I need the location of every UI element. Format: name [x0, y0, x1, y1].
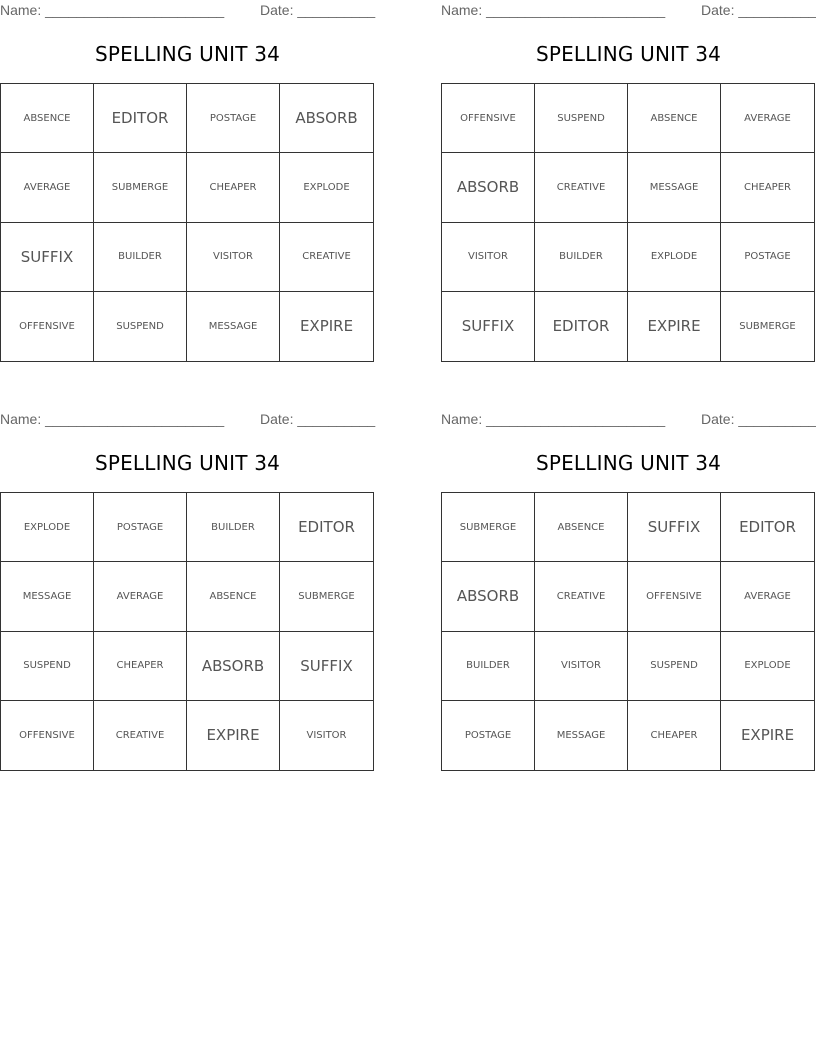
card-title: SPELLING UNIT 34 — [535, 451, 722, 475]
name-field: Name: _______________________ — [441, 411, 666, 427]
bingo-cell: SUSPEND — [535, 84, 628, 153]
bingo-cell: SUSPEND — [628, 632, 721, 701]
bingo-cell: MESSAGE — [535, 701, 628, 770]
name-field: Name: _______________________ — [441, 2, 666, 18]
bingo-cell: ABSORB — [187, 632, 280, 701]
name-field: Name: _______________________ — [0, 2, 225, 18]
bingo-grid — [0, 492, 374, 771]
bingo-grid — [0, 83, 374, 362]
bingo-cell: SUBMERGE — [280, 562, 373, 631]
bingo-cell: EXPIRE — [740, 726, 795, 745]
bingo-grid — [441, 83, 815, 362]
date-field: Date: __________ — [701, 2, 816, 18]
card-title: SPELLING UNIT 34 — [94, 451, 281, 475]
bingo-cell: CREATIVE — [535, 153, 628, 222]
bingo-cell: BUILDER — [94, 223, 187, 292]
bingo-cell: MESSAGE — [1, 562, 94, 631]
bingo-cell: CREATIVE — [535, 562, 628, 631]
bingo-cell: EDITOR — [94, 84, 187, 153]
bingo-cell: OFFENSIVE — [1, 292, 94, 361]
bingo-cell: ABSENCE — [535, 493, 628, 562]
card-header — [0, 411, 375, 429]
bingo-cell: SUSPEND — [94, 292, 187, 361]
bingo-cell: OFFENSIVE — [1, 701, 94, 770]
bingo-cell: VISITOR — [535, 632, 628, 701]
bingo-cell: OFFENSIVE — [442, 84, 535, 153]
bingo-cell: EXPIRE — [628, 292, 721, 361]
bingo-cell: SUSPEND — [1, 632, 94, 701]
bingo-cell: EXPLODE — [280, 153, 373, 222]
bingo-cell: SUBMERGE — [739, 320, 796, 332]
bingo-cell: AVERAGE — [721, 562, 814, 631]
bingo-cell: MESSAGE — [628, 153, 721, 222]
bingo-cell: CHEAPER — [628, 701, 721, 770]
bingo-cell: AVERAGE — [1, 153, 94, 222]
bingo-cell: POSTAGE — [94, 493, 187, 562]
bingo-cell: MESSAGE — [187, 292, 280, 361]
bingo-cell: ABSORB — [442, 153, 535, 222]
date-field: Date: __________ — [260, 2, 376, 18]
card-header — [441, 2, 816, 20]
bingo-cell: EXPLODE — [721, 632, 814, 701]
bingo-card — [0, 409, 375, 781]
bingo-cell: EDITOR — [535, 292, 628, 361]
bingo-cell: AVERAGE — [721, 84, 814, 153]
bingo-cell: VISITOR — [442, 223, 535, 292]
date-field: Date: __________ — [701, 411, 816, 427]
bingo-card — [441, 0, 816, 372]
bingo-cell: ABSENCE — [187, 562, 280, 631]
bingo-cell: CHEAPER — [721, 153, 814, 222]
bingo-cell: SUBMERGE — [94, 153, 187, 222]
card-title: SPELLING UNIT 34 — [94, 42, 281, 66]
bingo-cell: EXPLODE — [628, 223, 721, 292]
bingo-cell: POSTAGE — [721, 223, 814, 292]
bingo-cell: ABSORB — [442, 562, 535, 631]
bingo-cell: ABSORB — [280, 84, 373, 153]
bingo-cell: SUFFIX — [442, 292, 535, 361]
bingo-cell: VISITOR — [306, 729, 347, 741]
card-header — [441, 411, 816, 429]
bingo-cell: CREATIVE — [280, 223, 373, 292]
name-field: Name: _______________________ — [0, 411, 225, 427]
bingo-cell: EDITOR — [280, 493, 373, 562]
bingo-cell: BUILDER — [442, 632, 535, 701]
bingo-cell: ABSENCE — [1, 84, 94, 153]
bingo-cell: ABSENCE — [628, 84, 721, 153]
bingo-cell: OFFENSIVE — [628, 562, 721, 631]
bingo-cell: VISITOR — [187, 223, 280, 292]
card-title: SPELLING UNIT 34 — [535, 42, 722, 66]
bingo-cell: EDITOR — [721, 493, 814, 562]
card-header — [0, 2, 375, 20]
bingo-cell: EXPLODE — [1, 493, 94, 562]
bingo-cell: CHEAPER — [187, 153, 280, 222]
bingo-cell: SUBMERGE — [442, 493, 535, 562]
bingo-cell: CREATIVE — [94, 701, 187, 770]
date-field: Date: __________ — [260, 411, 376, 427]
bingo-grid — [441, 492, 815, 771]
bingo-cell: POSTAGE — [187, 84, 280, 153]
bingo-cell: AVERAGE — [94, 562, 187, 631]
bingo-card — [0, 0, 375, 372]
bingo-cell: POSTAGE — [442, 701, 535, 770]
bingo-cell: BUILDER — [535, 223, 628, 292]
bingo-card — [441, 409, 816, 781]
bingo-cell: BUILDER — [187, 493, 280, 562]
bingo-cell: CHEAPER — [94, 632, 187, 701]
bingo-cell: EXPIRE — [187, 701, 280, 770]
bingo-cell: SUFFIX — [1, 223, 94, 292]
bingo-cell: SUFFIX — [628, 493, 721, 562]
bingo-cell: EXPIRE — [299, 317, 354, 336]
bingo-cell: SUFFIX — [280, 632, 373, 701]
